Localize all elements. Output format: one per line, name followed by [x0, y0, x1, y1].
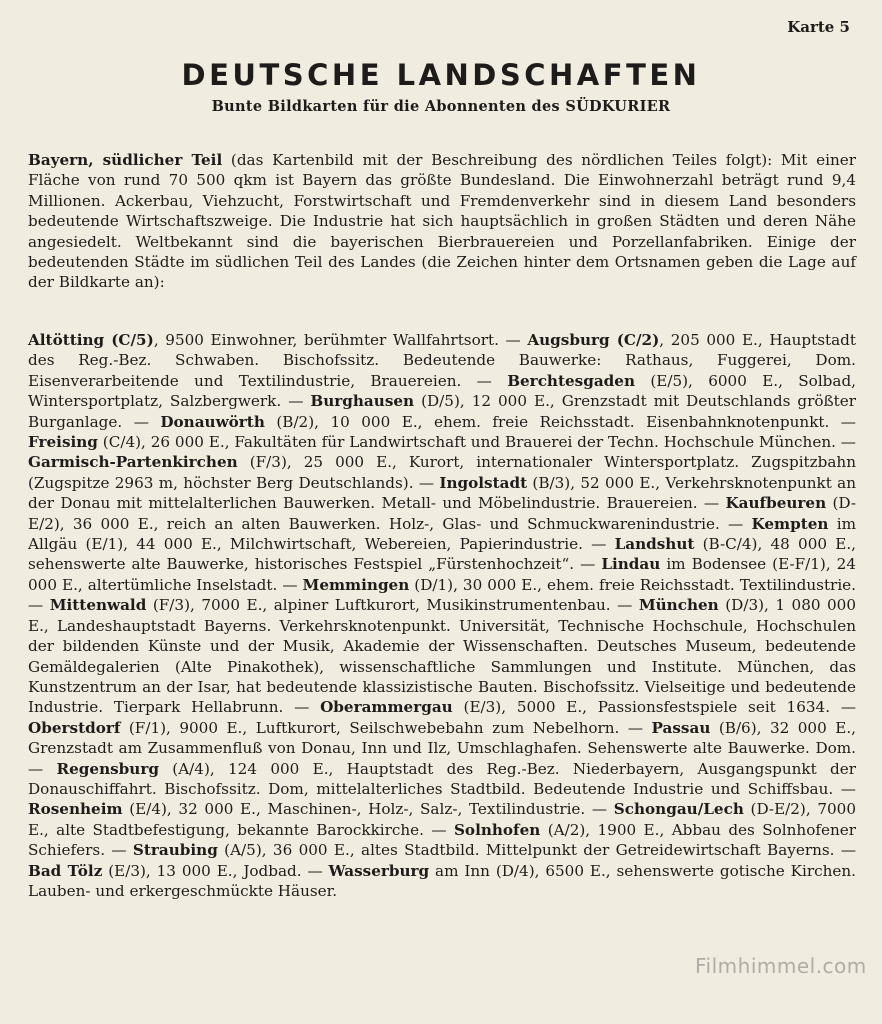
place-name: Oberammergau	[320, 698, 453, 717]
place-name: Schongau/Lech	[613, 800, 744, 819]
page-subtitle: Bunte Bildkarten für die Abonnenten des SÜDKURIER	[211, 98, 671, 115]
place-name: Altötting (C/5)	[28, 331, 154, 349]
intro-heading: Bayern, südlicher Teil	[28, 151, 223, 169]
intro-paragraph	[28, 150, 856, 293]
place-name: Donauwörth	[160, 412, 265, 431]
place-description: (A/2), 1900 E., Abbau des Solnhofener Schiefers. —	[28, 820, 856, 860]
watermark: Filmhimmel.com	[695, 954, 867, 978]
place-name: Memmingen	[302, 575, 410, 594]
place-name: Augsburg (C/2)	[527, 331, 660, 349]
place-name: Bad Tölz	[28, 861, 103, 880]
place-name: Freising	[28, 433, 98, 452]
place-name: Solnhofen	[453, 820, 541, 839]
place-description: (B/2), 10 000 E., ehem. freie Reichsstadt. Eisenbahnknotenpunkt. —	[264, 412, 856, 431]
intro-text: (das Kartenbild mit der Beschreibung des nördlichen Teiles folgt): Mit einer Fläche von rund 70 500 qkm ist Bayern das größte Bundesland. Die Einwohnerzahl beträgt rund 9,4 Millionen. Ackerbau, Viehzucht, Forstwirtschaft und Fremdenverkehr sind in diesem Land besonders bedeutende Wirtschaftszweige. Die Industrie hat sich hauptsächlich in großen Städten und deren Nähe angesiedelt. Weltbekannt sind die bayerischen Bierbrauereien und Porzellanfabriken. Einige der bedeutenden Städte im südlichen Teil des Landes (die Zeichen hinter dem Ortsnamen geben die Lage auf der Bildkarte an):	[28, 151, 856, 292]
place-description: (D/1), 30 000 E., ehem. freie Reichsstadt. Textilindustrie. —	[28, 575, 856, 615]
place-description: (F/3), 7000 E., alpiner Luftkurort, Musikinstrumentenbau. —	[146, 596, 639, 615]
place-name: Ingolstadt	[439, 473, 528, 492]
place-name: Passau	[651, 718, 711, 737]
place-description: im Allgäu (E/1), 44 000 E., Milchwirtschaft, Webereien, Papierindustrie. —	[28, 514, 856, 554]
place-description: (E/3), 13 000 E., Jodbad. —	[102, 861, 329, 880]
place-name: Kempten	[751, 514, 829, 533]
place-description: (F/1), 9000 E., Luftkurort, Seilschwebebahn zum Nebelhorn. —	[120, 718, 652, 737]
place-description: (A/4), 124 000 E., Hauptstadt des Reg.-Bez. Niederbayern, Ausgangspunkt der Donauschiffahrt. Bischofssitz. Dom, mittelalterliches Stadtbild. Bedeutende Industrie und Schiffsbau. —	[28, 759, 857, 798]
place-description: (D-E/2), 7000 E., alte Stadtbefestigung, bekannte Barockkirche. —	[28, 800, 856, 839]
place-name: Garmisch-Partenkirchen	[28, 453, 238, 472]
place-description: (B-C/4), 48 000 E., sehenswerte alte Bauwerke, historisches Festspiel „Fürstenhochzeit“. —	[28, 535, 856, 574]
place-name: Lindau	[601, 555, 661, 574]
place-name: Kaufbeuren	[725, 494, 827, 513]
place-description: (D/3), 1 080 000 E., Landeshauptstadt Bayerns. Verkehrsknotenpunkt. Universität, Technische Hochschule, Hochschulen der bildenden Künste und der Musik, Akademie der Wissenschaften. Deutsches Museum, bedeutende Gemäldegalerien (Alte Pinakothek), wissenschaftliche Sammlungen und Institute. München, das Kunstzentrum an der Isar, hat bedeutende klassizistische Bauten. Bischofssitz. Vielseitige und bedeutende Industrie. Tierpark Hellabrunn. —	[28, 596, 857, 717]
place-name: Berchtesgaden	[507, 371, 635, 390]
page-title: DEUTSCHE LANDSCHAFTEN	[181, 58, 701, 92]
place-name: Burghausen	[310, 392, 415, 411]
place-description: , 205 000 E., Hauptstadt des Reg.-Bez. Schwaben. Bischofssitz. Bedeutende Bauwerke: Rathaus, Fuggerei, Dom. Eisenverarbeitende und Textilindustrie, Brauereien. —	[28, 331, 857, 390]
place-name: Wasserburg	[328, 861, 430, 880]
place-description: (C/4), 26 000 E., Fakultäten für Landwirtschaft und Brauerei der Techn. Hochschule München. —	[97, 433, 856, 452]
place-name: Regensburg	[56, 759, 159, 778]
place-description: (F/3), 25 000 E., Kurort, internationaler Wintersportplatz. Zugspitzbahn (Zugspitze 2963 m, höchster Berg Deutschlands). —	[28, 453, 856, 492]
place-description: (D/5), 12 000 E., Grenzstadt mit Deutschlands größter Burganlage. —	[28, 392, 856, 431]
place-name: Straubing	[132, 841, 218, 860]
place-description: (E/5), 6000 E., Solbad, Wintersportplatz, Salzbergwerk. —	[28, 371, 857, 411]
place-name: Mittenwald	[49, 596, 147, 615]
place-description: (B/6), 32 000 E., Grenzstadt am Zusammenfluß von Donau, Inn und Ilz, Umschlaghafen. Sehenswerte alte Bauwerke. Dom. —	[28, 718, 856, 778]
place-description: (E/4), 32 000 E., Maschinen-, Holz-, Salz-, Textilindustrie. —	[122, 800, 614, 819]
places-paragraph	[28, 330, 856, 901]
place-description: , 9500 Einwohner, berühmter Wallfahrtsort. —	[153, 331, 528, 349]
place-description: (A/5), 36 000 E., altes Stadtbild. Mittelpunkt der Getreidewirtschaft Bayerns. —	[217, 841, 857, 860]
place-description: (E/3), 5000 E., Passionsfestspiele seit 1634. —	[452, 698, 857, 717]
place-name: Oberstdorf	[28, 718, 121, 737]
place-name: München	[638, 596, 719, 615]
place-description: im Bodensee (E-F/1), 24 000 E., altertümliche Inselstadt. —	[28, 555, 856, 594]
card-number: Karte 5	[787, 18, 850, 36]
place-description: (D-E/2), 36 000 E., reich an alten Bauwerken. Holz-, Glas- und Schmuckwarenindustrie. —	[28, 494, 857, 533]
place-name: Rosenheim	[28, 800, 123, 819]
place-description: am Inn (D/4), 6500 E., sehenswerte gotische Kirchen. Lauben- und erkergeschmückte Häuser.	[28, 861, 856, 900]
place-description: (B/3), 52 000 E., Verkehrsknotenpunkt an der Donau mit mittelalterlichen Bauwerken. Metall- und Möbelindustrie. Brauereien. —	[28, 473, 856, 513]
place-name: Landshut	[614, 535, 695, 554]
